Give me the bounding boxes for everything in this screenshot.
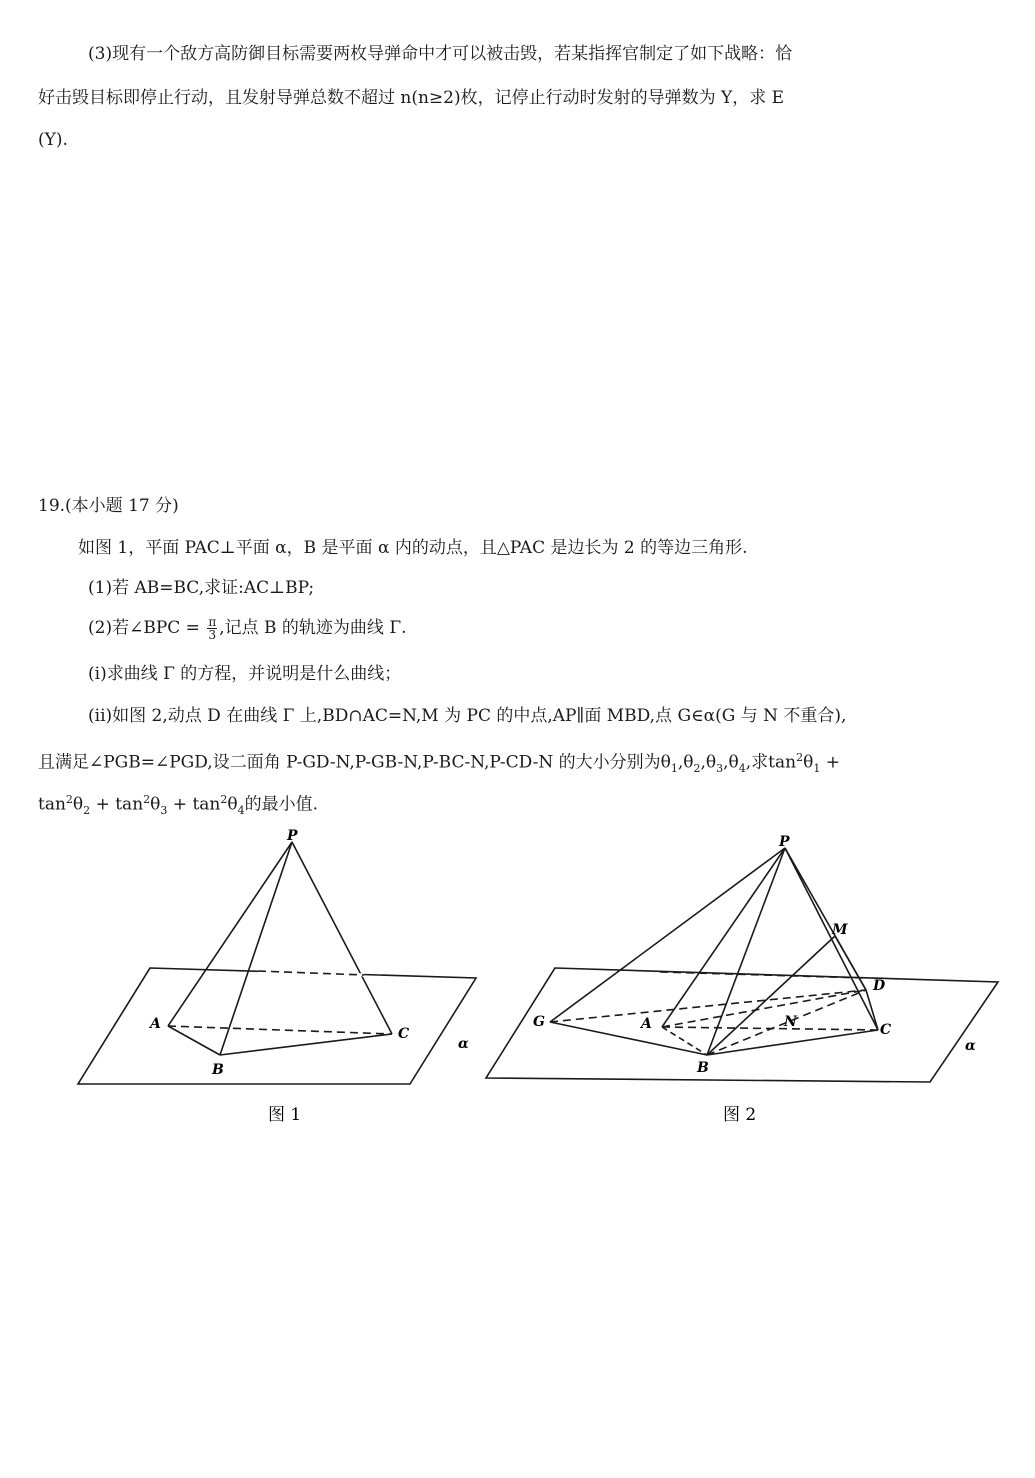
label-P: P: [779, 834, 790, 850]
q19-header: 19.(本小题 17 分): [38, 496, 179, 516]
q19-intro: 如图 1，平面 PAC⊥平面 α，B 是平面 α 内的动点，且△PAC 是边长为 2 的等边三角形.: [78, 538, 748, 558]
text-seg: θ: [150, 794, 161, 815]
text-seg: +: [820, 752, 841, 773]
label-B: B: [212, 1062, 224, 1078]
text-seg: + tan: [167, 794, 221, 815]
q19-part2: [88, 616, 407, 641]
figure-2-caption: 图 2: [723, 1105, 757, 1125]
label-alpha: α: [965, 1038, 976, 1054]
edge-BC: [220, 1034, 392, 1055]
text-seg: ,θ: [700, 752, 717, 773]
edge-GB: [550, 1022, 707, 1055]
fraction-denominator: 3: [208, 628, 217, 642]
edge-GD: [550, 990, 866, 1022]
figures: [0, 820, 1035, 1160]
edge-AB: [168, 1026, 220, 1055]
label-G: G: [533, 1014, 545, 1030]
label-B: B: [697, 1060, 709, 1076]
superscript: 2: [220, 793, 228, 806]
subscript: 2: [693, 762, 701, 776]
label-D: D: [873, 978, 886, 994]
text-seg: tan: [38, 794, 66, 815]
subscript: 1: [813, 762, 821, 776]
superscript: 2: [796, 751, 804, 764]
label-A: A: [641, 1016, 652, 1032]
superscript: 2: [65, 793, 73, 806]
q19-part-i: (i)求曲线 Γ 的方程，并说明是什么曲线；: [88, 664, 402, 684]
edge-AD: [662, 990, 866, 1027]
text-seg: ,求tan: [745, 752, 797, 773]
label-C: C: [398, 1026, 410, 1042]
edge-PC: [292, 842, 392, 1034]
q19-part-ii-line-1: (ii)如图 2,动点 D 在曲线 Γ 上,BD∩AC=N,M 为 PC 的中点,AP∥面 MBD,点 G∈α(G 与 N 不重合),: [88, 706, 847, 726]
edge-MD: [835, 936, 866, 990]
part3-line-3: (Y).: [38, 130, 68, 150]
figure-1-hidden-back: [258, 971, 364, 975]
text-seg: ,θ: [677, 752, 694, 773]
figure-2: [486, 848, 998, 1082]
figure-1-caption: 图 1: [268, 1105, 302, 1125]
text-seg: 且满足∠PGB=∠PGD,设二面角 P-GD-N,P-GB-N,P-BC-N,P-CD-N 的大小分别为θ: [38, 752, 671, 773]
text-seg: θ: [72, 794, 84, 815]
label-alpha: α: [458, 1036, 469, 1052]
edge-BC: [707, 1030, 878, 1055]
subscript: 1: [670, 762, 678, 776]
fraction-numerator: π: [208, 615, 217, 629]
subscript: 2: [83, 804, 91, 818]
q19-part2-post: ,记点 B 的轨迹为曲线 Γ.: [219, 618, 407, 638]
q19-part2-pre: (2)若∠BPC =: [88, 618, 206, 638]
subscript: 4: [738, 762, 746, 776]
q19-part-ii-line-3: [38, 788, 318, 823]
q19-part1: (1)若 AB=BC,求证:AC⊥BP;: [88, 578, 315, 598]
edge-PG: [550, 848, 785, 1022]
plane-alpha-1: [78, 968, 476, 1084]
text-seg: ,θ: [723, 752, 739, 773]
subscript: 3: [716, 762, 724, 776]
label-N: N: [784, 1014, 797, 1030]
pi-over-3-fraction: [207, 616, 217, 641]
subscript: 4: [237, 804, 245, 818]
part3-line-1: (3)现有一个敌方高防御目标需要两枚导弹命中才可以被击毁，若某指挥官制定了如下战略：恰: [88, 44, 793, 64]
part3-line-2: 好击毁目标即停止行动，且发射导弹总数不超过 n(n≥2)枚，记停止行动时发射的导弹数为 Y，求 E: [38, 88, 785, 108]
label-A: A: [150, 1016, 161, 1032]
superscript: 2: [143, 793, 151, 806]
label-C: C: [880, 1022, 892, 1038]
subscript: 3: [160, 804, 168, 818]
edge-PB: [707, 848, 785, 1055]
text-seg: 的最小值.: [244, 794, 319, 815]
figure-1: [78, 842, 476, 1084]
edge-AC: [168, 1026, 392, 1034]
text-seg: θ: [227, 794, 238, 815]
edge-PA: [168, 842, 292, 1026]
text-seg: + tan: [90, 794, 144, 815]
text-seg: θ: [803, 752, 814, 773]
label-P: P: [287, 828, 298, 844]
label-M: M: [832, 922, 848, 938]
edge-PB: [220, 842, 292, 1055]
q19-part-ii-line-2: [38, 746, 840, 781]
